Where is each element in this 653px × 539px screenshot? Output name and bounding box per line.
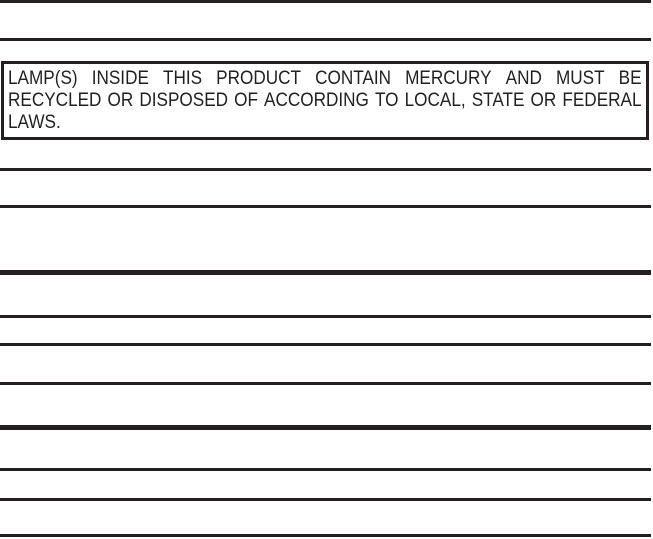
horizontal-rule-bottom bbox=[0, 534, 651, 537]
horizontal-rule bbox=[0, 468, 651, 471]
section-divider-thick bbox=[0, 425, 651, 430]
horizontal-rule bbox=[0, 343, 651, 346]
horizontal-rule bbox=[0, 205, 651, 208]
mercury-notice-box bbox=[1, 61, 649, 140]
horizontal-rule-top bbox=[0, 0, 651, 3]
horizontal-rule bbox=[0, 38, 651, 41]
notice-text-line: LAWS. bbox=[8, 111, 61, 133]
notice-text-line: LAMP(S) INSIDE THIS PRODUCT CONTAIN MERCURY AND MUST BE bbox=[8, 67, 642, 89]
section-divider-thick bbox=[0, 270, 651, 275]
horizontal-rule bbox=[0, 168, 651, 171]
horizontal-rule bbox=[0, 382, 651, 385]
horizontal-rule bbox=[0, 498, 651, 501]
horizontal-rule bbox=[0, 315, 651, 318]
notice-text-line: RECYCLED OR DISPOSED OF ACCORDING TO LOCAL, STATE OR FEDERAL bbox=[8, 89, 642, 111]
